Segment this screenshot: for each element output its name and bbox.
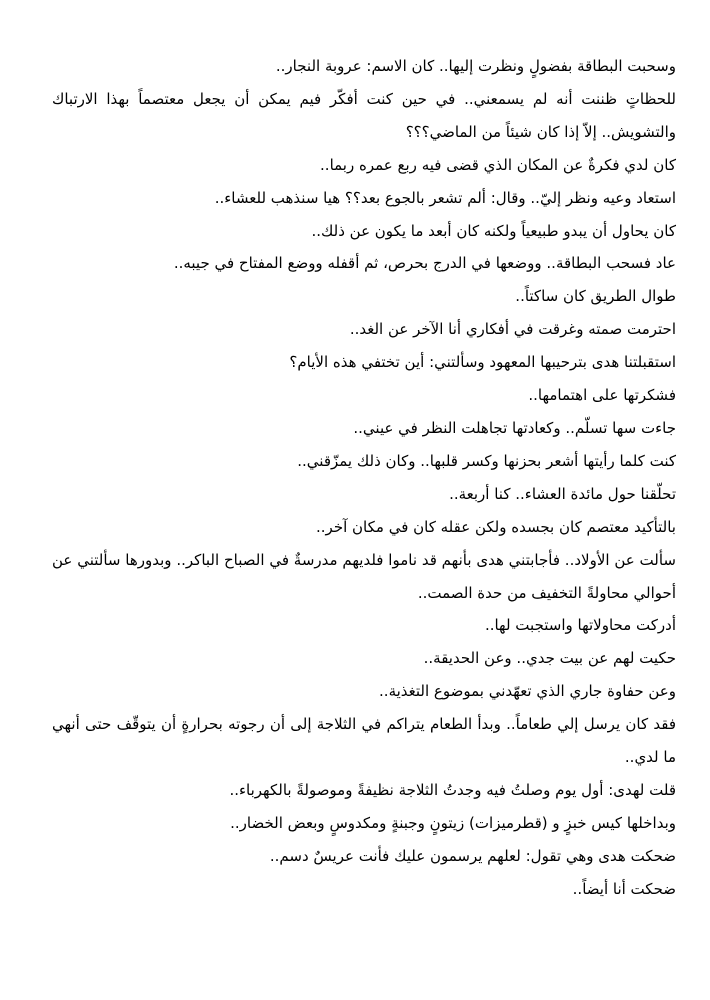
paragraph: تحلّقنا حول مائدة العشاء.. كنا أربعة..: [449, 484, 676, 503]
paragraph: كان لدي فكرةٌ عن المكان الذي قضى فيه ربع عمره ربما..: [320, 155, 676, 174]
paragraph: طوال الطريق كان ساكتاً..: [515, 287, 676, 306]
paragraph: احترمت صمته وغرقت في أفكاري أنا الآخر عن الغد..: [349, 320, 676, 339]
paragraph: فشكرتها على اهتمامها..: [528, 386, 676, 405]
paragraph: سألت عن الأولاد.. فأجابتني هدى بأنهم قد ناموا فلديهم مدرسةٌ في الصباح الباكر.. وبدورها سألتني عن أحوالي محاولةً التخفيف من حدة الصمت..: [52, 550, 676, 602]
paragraph: استعاد وعيه ونظر إليّ.. وقال: ألم تشعر بالجوع بعد؟؟ هيا سنذهب للعشاء..: [214, 188, 676, 207]
paragraph: ضحكت هدى وهي تقول: لعلهم يرسمون عليك فأنت عريسٌ دسم..: [269, 846, 676, 865]
paragraph: وعن حفاوة جاري الذي تعهّدني بموضوع التغذية..: [379, 682, 676, 701]
paragraph: ضحكت أنا أيضاً..: [572, 879, 676, 898]
paragraph: حكيت لهم عن بيت جدي.. وعن الحديقة..: [423, 649, 676, 668]
paragraph: استقبلتنا هدى بترحيبها المعهود وسألتني: أين تختفي هذه الأيام؟: [289, 353, 676, 372]
paragraph: وسحبت البطاقة بفضولٍ ونظرت إليها.. كان الاسم: عروبة النجار..: [275, 57, 676, 75]
paragraph: وبداخلها كيس خبزٍ و (قطرميزات) زيتونٍ وجبنةٍ ومكدوسٍ وبعض الخضار..: [230, 813, 676, 832]
paragraph: كنت كلما رأيتها أشعر بحزنها وكسر قلبها.. وكان ذلك يمزّقني..: [297, 451, 676, 470]
paragraph: جاءت سها تسلّم.. وكعادتها تجاهلت النظر في عيني..: [353, 418, 676, 437]
paragraph: أدركت محاولاتها واستجبت لها..: [484, 616, 676, 635]
paragraph: عاد فسحب البطاقة.. ووضعها في الدرج بحرص، ثم أقفله ووضع المفتاح في جيبه..: [173, 254, 676, 273]
paragraph: قلت لهدى: أول يوم وصلتُ فيه وجدتُ الثلاجة نظيفةً وموصولةً بالكهرباء..: [229, 780, 676, 799]
story-text: [52, 50, 696, 906]
paragraph: للحظاتٍ ظننت أنه لم يسمعني.. في حين كنت أفكّر فيم يمكن أن يجعل معتصماً بهذا الارتباك والتشويش.. إلاّ إذا كان شيئاً من الماضي؟؟؟: [52, 89, 676, 141]
paragraph: كان يحاول أن يبدو طبيعياً ولكنه كان أبعد ما يكون عن ذلك..: [311, 221, 676, 240]
paragraph: فقد كان يرسل إلي طعاماً.. وبدأ الطعام يتراكم في الثلاجة إلى أن رجوته بحرارةٍ أن يتوقّف حتى أنهي ما لدي..: [52, 715, 676, 767]
paragraph: بالتأكيد معتصم كان بجسده ولكن عقله كان في مكان آخر..: [316, 517, 676, 536]
